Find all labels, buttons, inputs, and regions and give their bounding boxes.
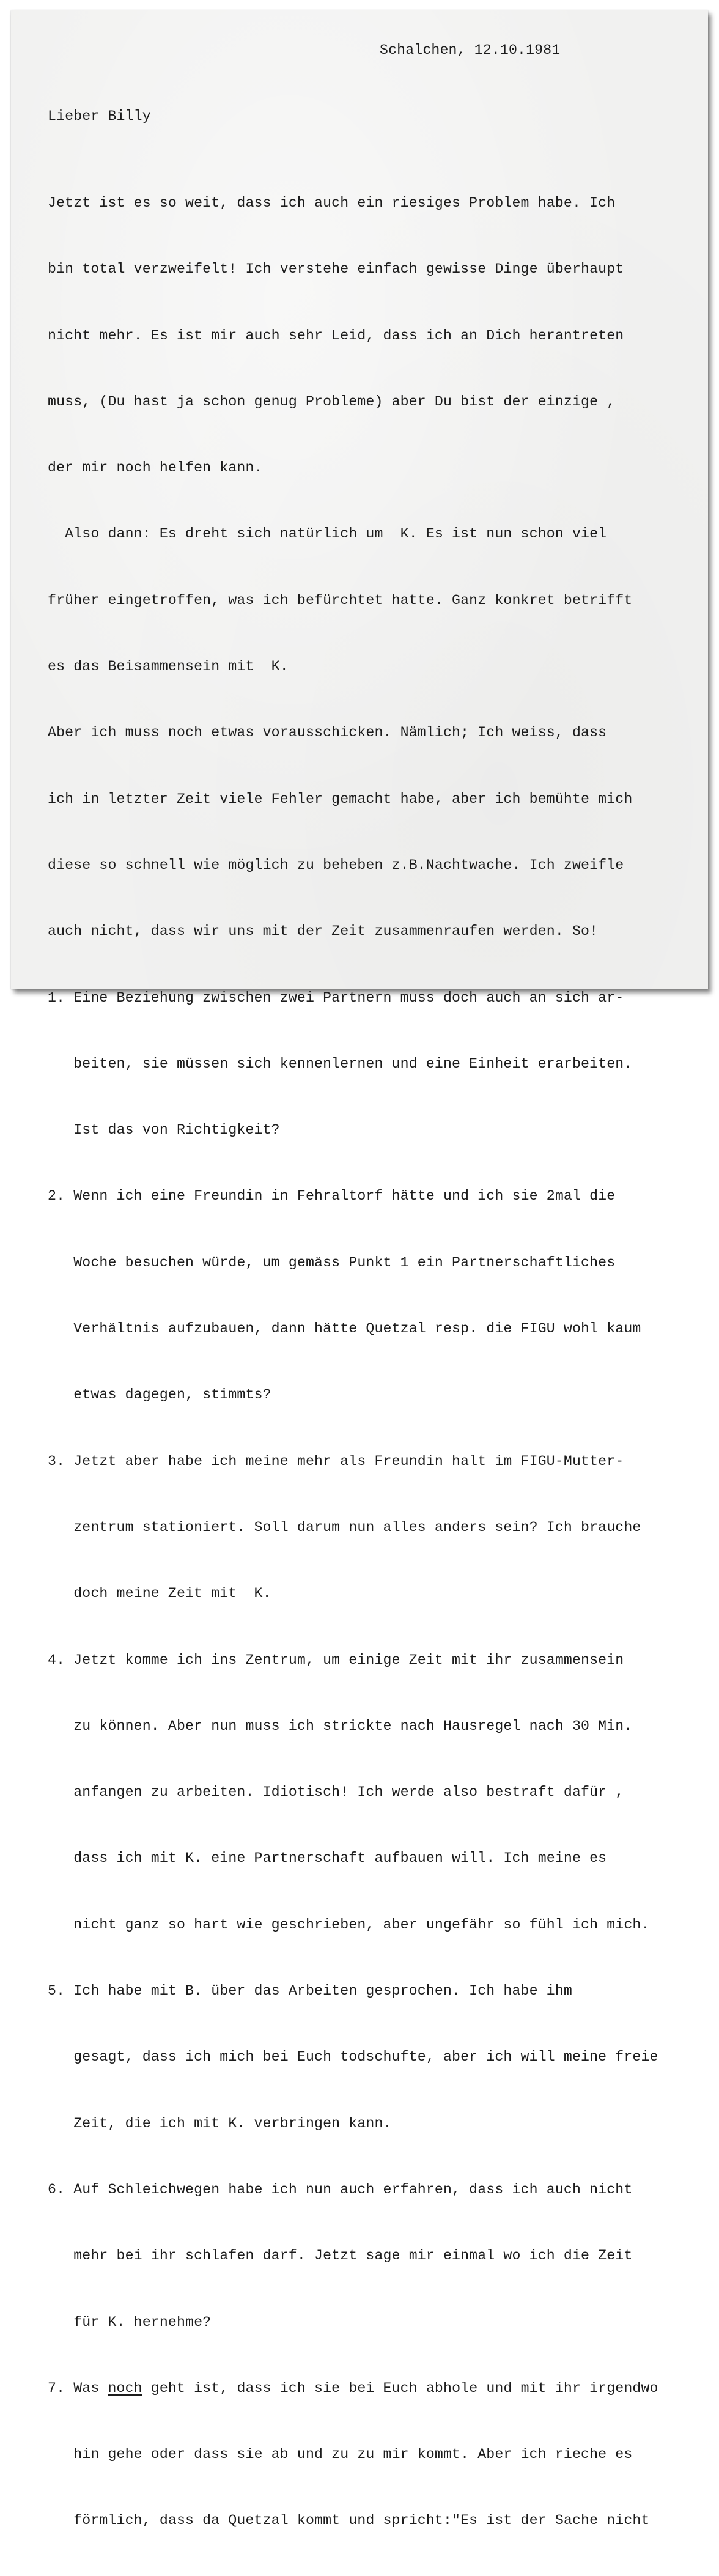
list-item-4-line: anfangen zu arbeiten. Idiotisch! Ich werde also bestraft dafür , <box>48 1784 624 1801</box>
body-line: muss, (Du hast ja schon genug Probleme) aber Du bist der einzige , <box>48 393 616 410</box>
body-line: der mir noch helfen kann. <box>48 460 263 476</box>
body-line: es das Beisammensein mit K. <box>48 659 289 675</box>
list-item-1-line: 1. Eine Beziehung zwischen zwei Partnern muss doch auch an sich ar- <box>48 989 624 1006</box>
list-item-4-line: dass ich mit K. eine Partnerschaft aufbauen will. Ich meine es <box>48 1850 607 1867</box>
list-item-7-line <box>48 2377 658 2399</box>
list-item-4-line: 4. Jetzt komme ich ins Zentrum, um einige Zeit mit ihr zusammensein <box>48 1652 624 1668</box>
list-item-6-line: für K. hernehme? <box>48 2314 212 2330</box>
list-item-6-line: mehr bei ihr schlafen darf. Jetzt sage mir einmal wo ich die Zeit <box>48 2248 633 2264</box>
item7-prefix: 7. Was <box>48 2380 108 2396</box>
list-item-2-line: etwas dagegen, stimmts? <box>48 1387 271 1403</box>
list-item-3-line: zentrum stationiert. Soll darum nun alles anders sein? Ich brauche <box>48 1519 641 1535</box>
body-line: Jetzt ist es so weit, dass ich auch ein riesiges Problem habe. Ich <box>48 195 616 211</box>
list-item-5-line: 5. Ich habe mit B. über das Arbeiten gesprochen. Ich habe ihm <box>48 1983 572 1999</box>
body-line: auch nicht, dass wir uns mit der Zeit zusammenraufen werden. So! <box>48 923 599 940</box>
underlined-word: noch <box>108 2380 142 2396</box>
body-line: ich in letzter Zeit viele Fehler gemacht habe, aber ich bemühte mich <box>48 791 633 807</box>
body-line: diese so schnell wie möglich zu beheben z.B.Nachtwache. Ich zweifle <box>48 857 624 873</box>
place-date: Schalchen, 12.10.1981 <box>380 42 561 58</box>
list-item-3-line: doch meine Zeit mit K. <box>48 1585 271 1602</box>
list-item-4-line: zu können. Aber nun muss ich strickte nach Hausregel nach 30 Min. <box>48 1718 633 1734</box>
list-item-5-line: gesagt, dass ich mich bei Euch todschufte, aber ich will meine freie <box>48 2049 658 2065</box>
salutation: Lieber Billy <box>48 108 151 124</box>
list-item-7-line: förmlich, dass da Quetzal kommt und spricht:"Es ist der Sache nicht <box>48 2512 650 2529</box>
list-item-6-line: 6. Auf Schleichwegen habe ich nun auch erfahren, dass ich auch nicht <box>48 2181 633 2198</box>
list-item-1-line: beiten, sie müssen sich kennenlernen und eine Einheit erarbeiten. <box>48 1055 633 1072</box>
list-item-2-line: Verhältnis aufzubauen, dann hätte Quetzal resp. die FIGU wohl kaum <box>48 1321 641 1337</box>
list-item-5-line: Zeit, die ich mit K. verbringen kann. <box>48 2115 392 2131</box>
list-item-1-line: Ist das von Richtigkeit? <box>48 1122 280 1139</box>
list-item-3-line: 3. Jetzt aber habe ich meine mehr als Freundin halt im FIGU-Mutter- <box>48 1453 624 1469</box>
body-line: früher eingetroffen, was ich befürchtet hatte. Ganz konkret betrifft <box>48 592 633 608</box>
body-line: Aber ich muss noch etwas vorausschicken. Nämlich; Ich weiss, dass <box>48 725 607 741</box>
list-item-2-line: Woche besuchen würde, um gemäss Punkt 1 ein Partnerschaftliches <box>48 1254 616 1271</box>
letter-page <box>11 10 708 2529</box>
body-line: nicht mehr. Es ist mir auch sehr Leid, dass ich an Dich herantreten <box>48 327 624 344</box>
body-line: Also dann: Es dreht sich natürlich um K. Es ist nun schon viel <box>48 526 607 542</box>
item7-suffix: geht ist, dass ich sie bei Euch abhole und mit ihr irgendwo <box>142 2380 658 2396</box>
list-item-4-line: nicht ganz so hart wie geschrieben, aber ungefähr so fühl ich mich. <box>48 1916 650 1933</box>
list-item-7-line: hin gehe oder dass sie ab und zu zu mir kommt. Aber ich rieche es <box>48 2446 633 2463</box>
body-line: bin total verzweifelt! Ich verstehe einfach gewisse Dinge überhaupt <box>48 261 624 278</box>
list-item-2-line: 2. Wenn ich eine Freundin in Fehraltorf hätte und ich sie 2mal die <box>48 1188 616 1205</box>
letter-body <box>48 148 658 2576</box>
